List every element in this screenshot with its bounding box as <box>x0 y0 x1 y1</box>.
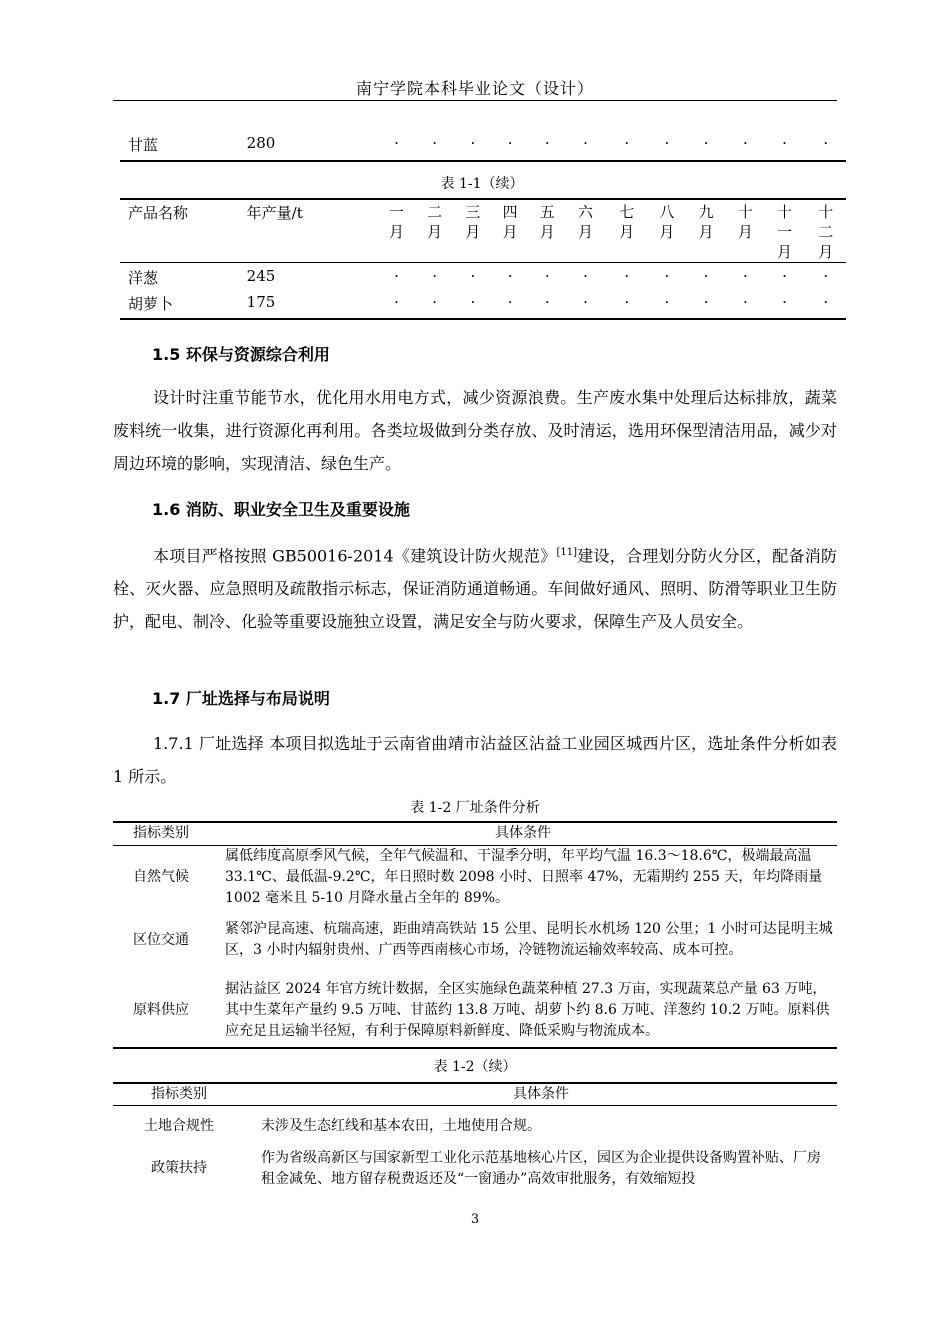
table-row <box>113 972 837 1050</box>
header-conditions: 具体条件 <box>513 1086 569 1102</box>
month-cell: · <box>782 134 787 152</box>
output-cell: 175 <box>246 292 276 311</box>
product-name-cell: 洋葱 <box>128 269 159 287</box>
header-month: 四月 <box>502 203 518 241</box>
product-name-cell: 甘蓝 <box>128 136 159 154</box>
header-month: 十月 <box>737 203 753 241</box>
table-1-2-continued <box>113 1084 837 1190</box>
table-header-row <box>113 1084 837 1106</box>
condition-cell: 作为省级高新区与国家新型工业化示范基地核心片区，园区为企业提供设备购置补贴、厂房租金减免、地方留存税费返还及“一窗通办”高效审批服务，有效缩短投 <box>261 1149 821 1187</box>
month-cell: · <box>470 292 476 311</box>
condition-cell: 属低纬度高原季风气候，全年气候温和、干湿季分明，年平均气温 16.3～18.6℃，极端最高温 33.1℃、最低温-9.2℃，年日照时数 2098 小时、日照率 47%，无霜期约 255 天，年均降雨量 1002 毫米且 5-10 月降水量占全年的 89%。 <box>225 847 823 906</box>
month-cell: · <box>823 134 829 152</box>
paragraph-text: 1.7.1 厂址选择 本项目拟选址于云南省曲靖市沾益区沾益工业园区城西片区，选址条件分析如表 1 所示。 <box>113 734 837 786</box>
header-month: 十一月 <box>777 203 793 261</box>
section-heading-1-7: 1.7 厂址选择与布局说明 <box>152 689 330 708</box>
table-row <box>113 909 837 972</box>
header-month: 七月 <box>619 203 635 241</box>
page-number: 3 <box>470 1212 480 1227</box>
header-output: 年产量/t <box>246 204 303 222</box>
table-row <box>120 134 846 158</box>
month-cell: · <box>703 267 709 285</box>
month-cell: · <box>664 134 670 152</box>
table-1-2 <box>113 823 837 1050</box>
month-cell: · <box>583 267 588 285</box>
table-bottom-rule <box>120 318 846 320</box>
month-cell: · <box>544 292 550 311</box>
header-month: 九月 <box>698 203 714 241</box>
paragraph-text: 设计时注重节能节水，优化用水用电方式，减少资源浪费。生产废水集中处理后达标排放，蔬菜废料统一收集，进行资源化再利用。各类垃圾做到分类存放、及时清运，选用环保型清洁用品，减少对周边环境的影响，实现清洁、绿色生产。 <box>113 388 837 473</box>
paragraph-text: 建设，合理划分防火分区，配备消防栓、灭火器、应急照明及疏散指示标志，保证消防通道畅通。车间做好通风、照明、防滑等职业卫生防护，配电、制冷、化验等重要设施独立设置，满足安全与防火要求，保障生产及人员安全。 <box>113 546 837 632</box>
header-month: 一月 <box>388 203 404 241</box>
month-cell: · <box>432 267 438 285</box>
month-cell: · <box>432 134 438 152</box>
month-cell: · <box>742 267 748 285</box>
month-cell: · <box>544 267 550 285</box>
table-caption: 表 1-2 厂址条件分析 <box>410 800 540 816</box>
table-row <box>113 845 837 909</box>
section-heading-1-6: 1.6 消防、职业安全卫生及重要设施 <box>152 500 410 519</box>
category-cell: 自然气候 <box>133 868 189 885</box>
condition-cell: 紧邻沪昆高速、杭瑞高速，距曲靖高铁站 15 公里、昆明长水机场 120 公里；1 小时可达昆明主城区，3 小时内辐射贵州、广西等西南核心市场，冷链物流运输效率较高、成本可控。 <box>225 921 833 958</box>
output-cell: 280 <box>246 134 276 152</box>
month-cell: · <box>507 134 513 152</box>
header-month: 六月 <box>577 203 593 241</box>
header-month: 八月 <box>659 203 675 241</box>
paragraph-text: 本项目严格按照 GB50016-2014《建筑设计防火规范》 <box>153 546 557 566</box>
paragraph-1-6 <box>113 536 837 638</box>
month-cell: · <box>394 267 399 285</box>
month-cell: · <box>583 134 588 152</box>
month-cell: · <box>664 292 670 311</box>
table-caption: 表 1-2（续） <box>433 1059 517 1075</box>
table-header-row <box>120 202 846 263</box>
month-cell: · <box>664 267 670 285</box>
table-bottom-rule <box>113 1047 837 1049</box>
category-cell: 原料供应 <box>133 1002 189 1018</box>
month-cell: · <box>823 267 829 285</box>
paragraph-1-5 <box>113 381 837 480</box>
month-cell: · <box>742 134 748 152</box>
header-rule <box>113 100 837 101</box>
month-cell: · <box>742 292 748 311</box>
month-cell: · <box>782 292 787 311</box>
month-cell: · <box>470 267 476 285</box>
header-product-name: 产品名称 <box>128 204 189 222</box>
header-month: 五月 <box>539 203 555 241</box>
header-month: 十二月 <box>818 203 834 261</box>
header-month: 三月 <box>465 203 481 241</box>
month-cell: · <box>507 267 513 285</box>
table-1-1-continued <box>120 202 846 323</box>
running-header: 南宁学院本科毕业论文（设计） <box>355 79 594 98</box>
month-cell: · <box>703 292 709 311</box>
table-row <box>113 1148 837 1190</box>
table-bottom-rule <box>120 160 846 162</box>
month-cell: · <box>624 292 630 311</box>
header-month: 二月 <box>427 203 443 241</box>
month-cell: · <box>624 134 630 152</box>
month-cell: · <box>432 292 438 311</box>
month-cell: · <box>782 267 787 285</box>
month-cell: · <box>394 134 399 152</box>
table-row <box>120 263 846 293</box>
month-cell: · <box>583 292 588 311</box>
month-cell: · <box>624 267 630 285</box>
header-category: 指标类别 <box>151 1086 207 1102</box>
product-name-cell: 胡萝卜 <box>128 294 174 313</box>
category-cell: 政策扶持 <box>151 1160 207 1176</box>
table-caption: 表 1-1（续） <box>440 176 524 192</box>
month-cell: · <box>703 134 709 152</box>
header-category: 指标类别 <box>133 825 189 842</box>
table-top-rule <box>120 198 846 200</box>
paragraph-1-7 <box>113 727 837 793</box>
month-cell: · <box>470 134 476 152</box>
month-cell: · <box>823 292 829 311</box>
table-row <box>113 1106 837 1148</box>
condition-cell: 未涉及生态红线和基本农田，土地使用合规。 <box>261 1118 541 1135</box>
section-heading-1-5: 1.5 环保与资源综合利用 <box>152 345 330 364</box>
month-cell: · <box>507 292 513 311</box>
table-header-row <box>113 823 837 845</box>
condition-cell: 据沾益区 2024 年官方统计数据，全区实施绿色蔬菜种植 27.3 万亩，实现蔬菜总产量 63 万吨，其中生菜年产量约 9.5 万吨、甘蓝约 13.8 万吨、胡萝卜约 8.6 万吨、洋葱约 10.2 万吨。原料供应充足且运输半径短，有利于保障原料新鲜度、降低采购与物流成本。 <box>225 981 830 1039</box>
month-cell: · <box>394 292 399 311</box>
citation: [11] <box>556 547 577 558</box>
table-1-1-fragment <box>120 134 846 158</box>
category-cell: 区位交通 <box>133 931 189 948</box>
category-cell: 土地合规性 <box>144 1118 214 1135</box>
month-cell: · <box>544 134 550 152</box>
output-cell: 245 <box>246 267 276 285</box>
header-conditions: 具体条件 <box>495 825 551 842</box>
